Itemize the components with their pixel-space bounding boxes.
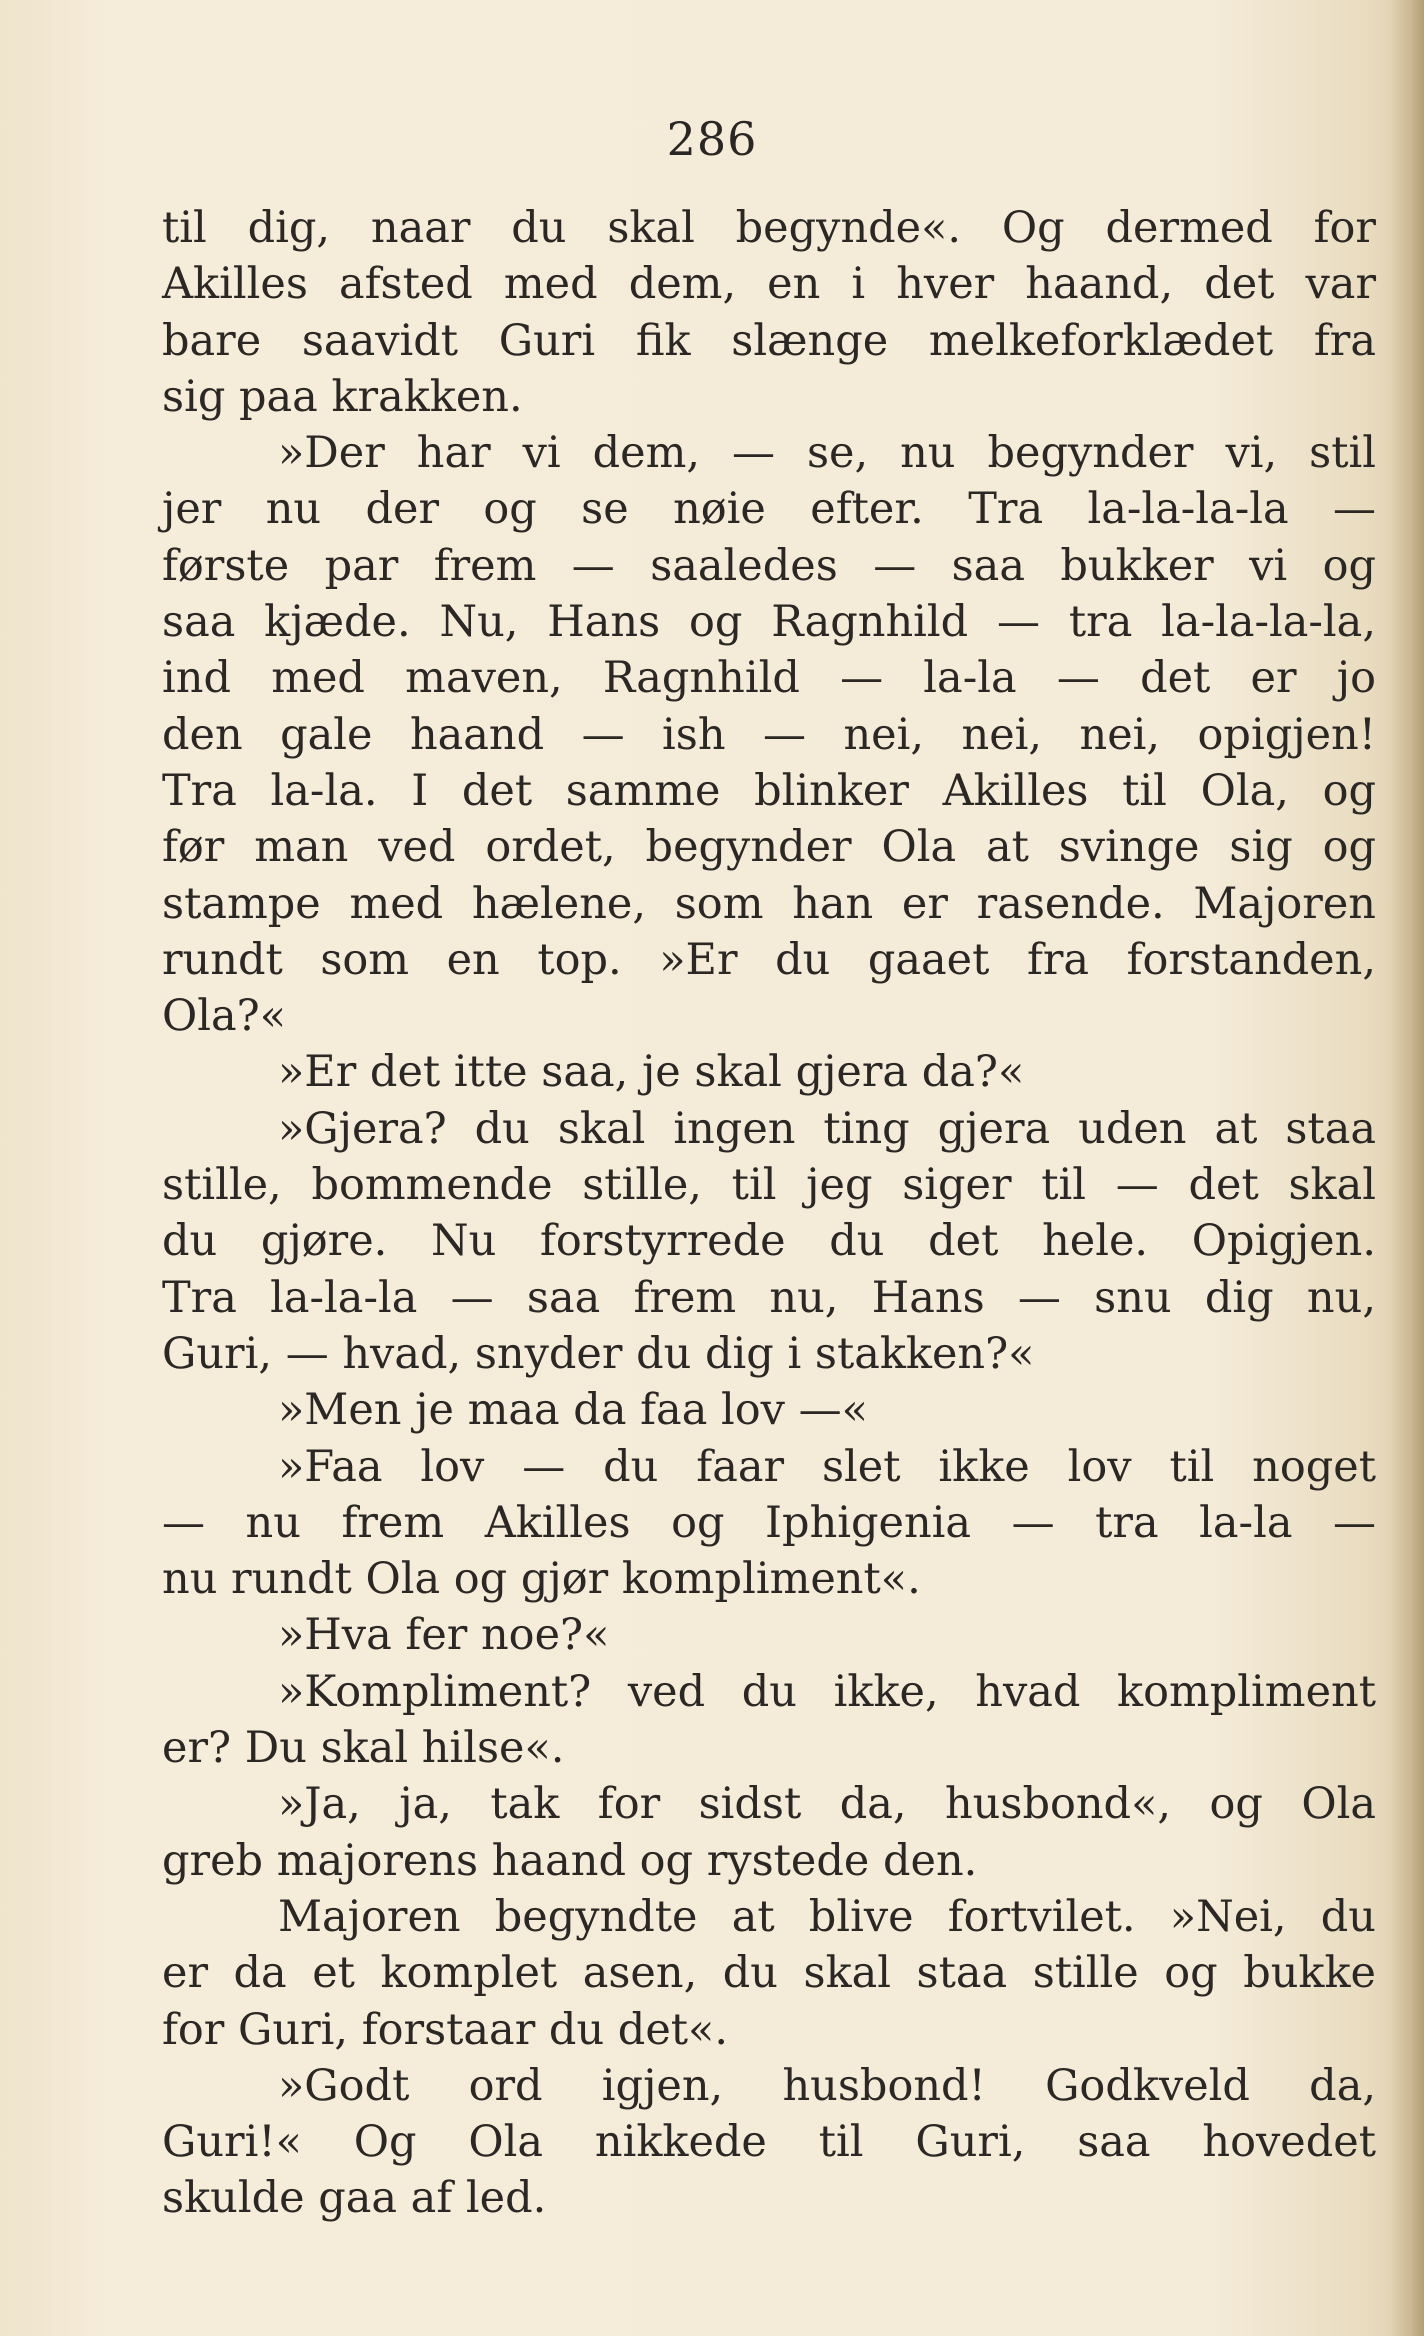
text-line: skulde gaa af led. [162, 2173, 547, 2224]
text-line: Akilles afsted med dem, en i hver haand, det var [162, 259, 1376, 310]
text-line: bare saavidt Guri fik slænge melkeforklædet fra [162, 315, 1376, 366]
text-line: »Faa lov — du faar slet ikke lov til noget [278, 1441, 1376, 1492]
text-line: saa kjæde. Nu, Hans og Ragnhild — tra la-la-la-la, [162, 597, 1376, 648]
text-line: du gjøre. Nu forstyrrede du det hele. Opigjen. [162, 1216, 1376, 1267]
text-line: »Ja, ja, tak for sidst da, husbond«, og Ola [278, 1779, 1376, 1830]
text-line: sig paa krakken. [162, 371, 523, 422]
text-line: Majoren begyndte at blive fortvilet. »Nei, du [278, 1891, 1376, 1942]
text-line: for Guri, forstaar du det«. [162, 2004, 729, 2055]
text-line: rundt som en top. »Er du gaaet fra forstanden, [162, 934, 1376, 985]
text-line: »Er det itte saa, je skal gjera da?« [278, 1047, 1025, 1098]
text-line: »Kompliment? ved du ikke, hvad kompliment [278, 1666, 1376, 1717]
text-line: »Der har vi dem, — se, nu begynder vi, stil [278, 428, 1376, 479]
text-line: er? Du skal hilse«. [162, 1723, 565, 1774]
text-line: greb majorens haand og rystede den. [162, 1835, 978, 1886]
text-line: stille, bommende stille, til jeg siger til — det skal [162, 1160, 1376, 1211]
text-line: Tra la-la-la — saa frem nu, Hans — snu dig nu, [162, 1272, 1376, 1323]
text-line: »Gjera? du skal ingen ting gjera uden at staa [278, 1103, 1376, 1154]
text-line: Tra la-la. I det samme blinker Akilles til Ola, og [162, 765, 1376, 816]
text-line: nu rundt Ola og gjør kompliment«. [162, 1554, 921, 1605]
text-line: ind med maven, Ragnhild — la-la — det er jo [162, 653, 1376, 704]
text-line: den gale haand — ish — nei, nei, nei, opigjen! [162, 709, 1376, 760]
text-line: er da et komplet asen, du skal staa stille og bukke [162, 1948, 1376, 1999]
text-line: før man ved ordet, begynder Ola at svinge sig og [162, 822, 1376, 873]
text-line: til dig, naar du skal begynde«. Og dermed for [162, 203, 1376, 253]
text-line: — nu frem Akilles og Iphigenia — tra la-la — [162, 1497, 1376, 1548]
text-line: »Men je maa da faa lov —« [278, 1385, 868, 1436]
body-text [162, 200, 1376, 2227]
text-line: Guri, — hvad, snyder du dig i stakken?« [162, 1328, 1035, 1379]
text-line: stampe med hælene, som han er rasende. Majoren [162, 878, 1376, 929]
text-line: Ola?« [162, 991, 287, 1042]
text-line: Guri!« Og Ola nikkede til Guri, saa hovedet [162, 2117, 1376, 2168]
text-line: første par frem — saaledes — saa bukker vi og [162, 540, 1376, 591]
text-line: »Hva fer noe?« [278, 1610, 610, 1661]
page-number: 286 [666, 112, 758, 166]
page-edge-shadow [1390, 0, 1424, 2336]
text-line: jer nu der og se nøie efter. Tra la-la-la-la — [162, 484, 1376, 535]
text-line: »Godt ord igjen, husbond! Godkveld da, [278, 2060, 1376, 2111]
